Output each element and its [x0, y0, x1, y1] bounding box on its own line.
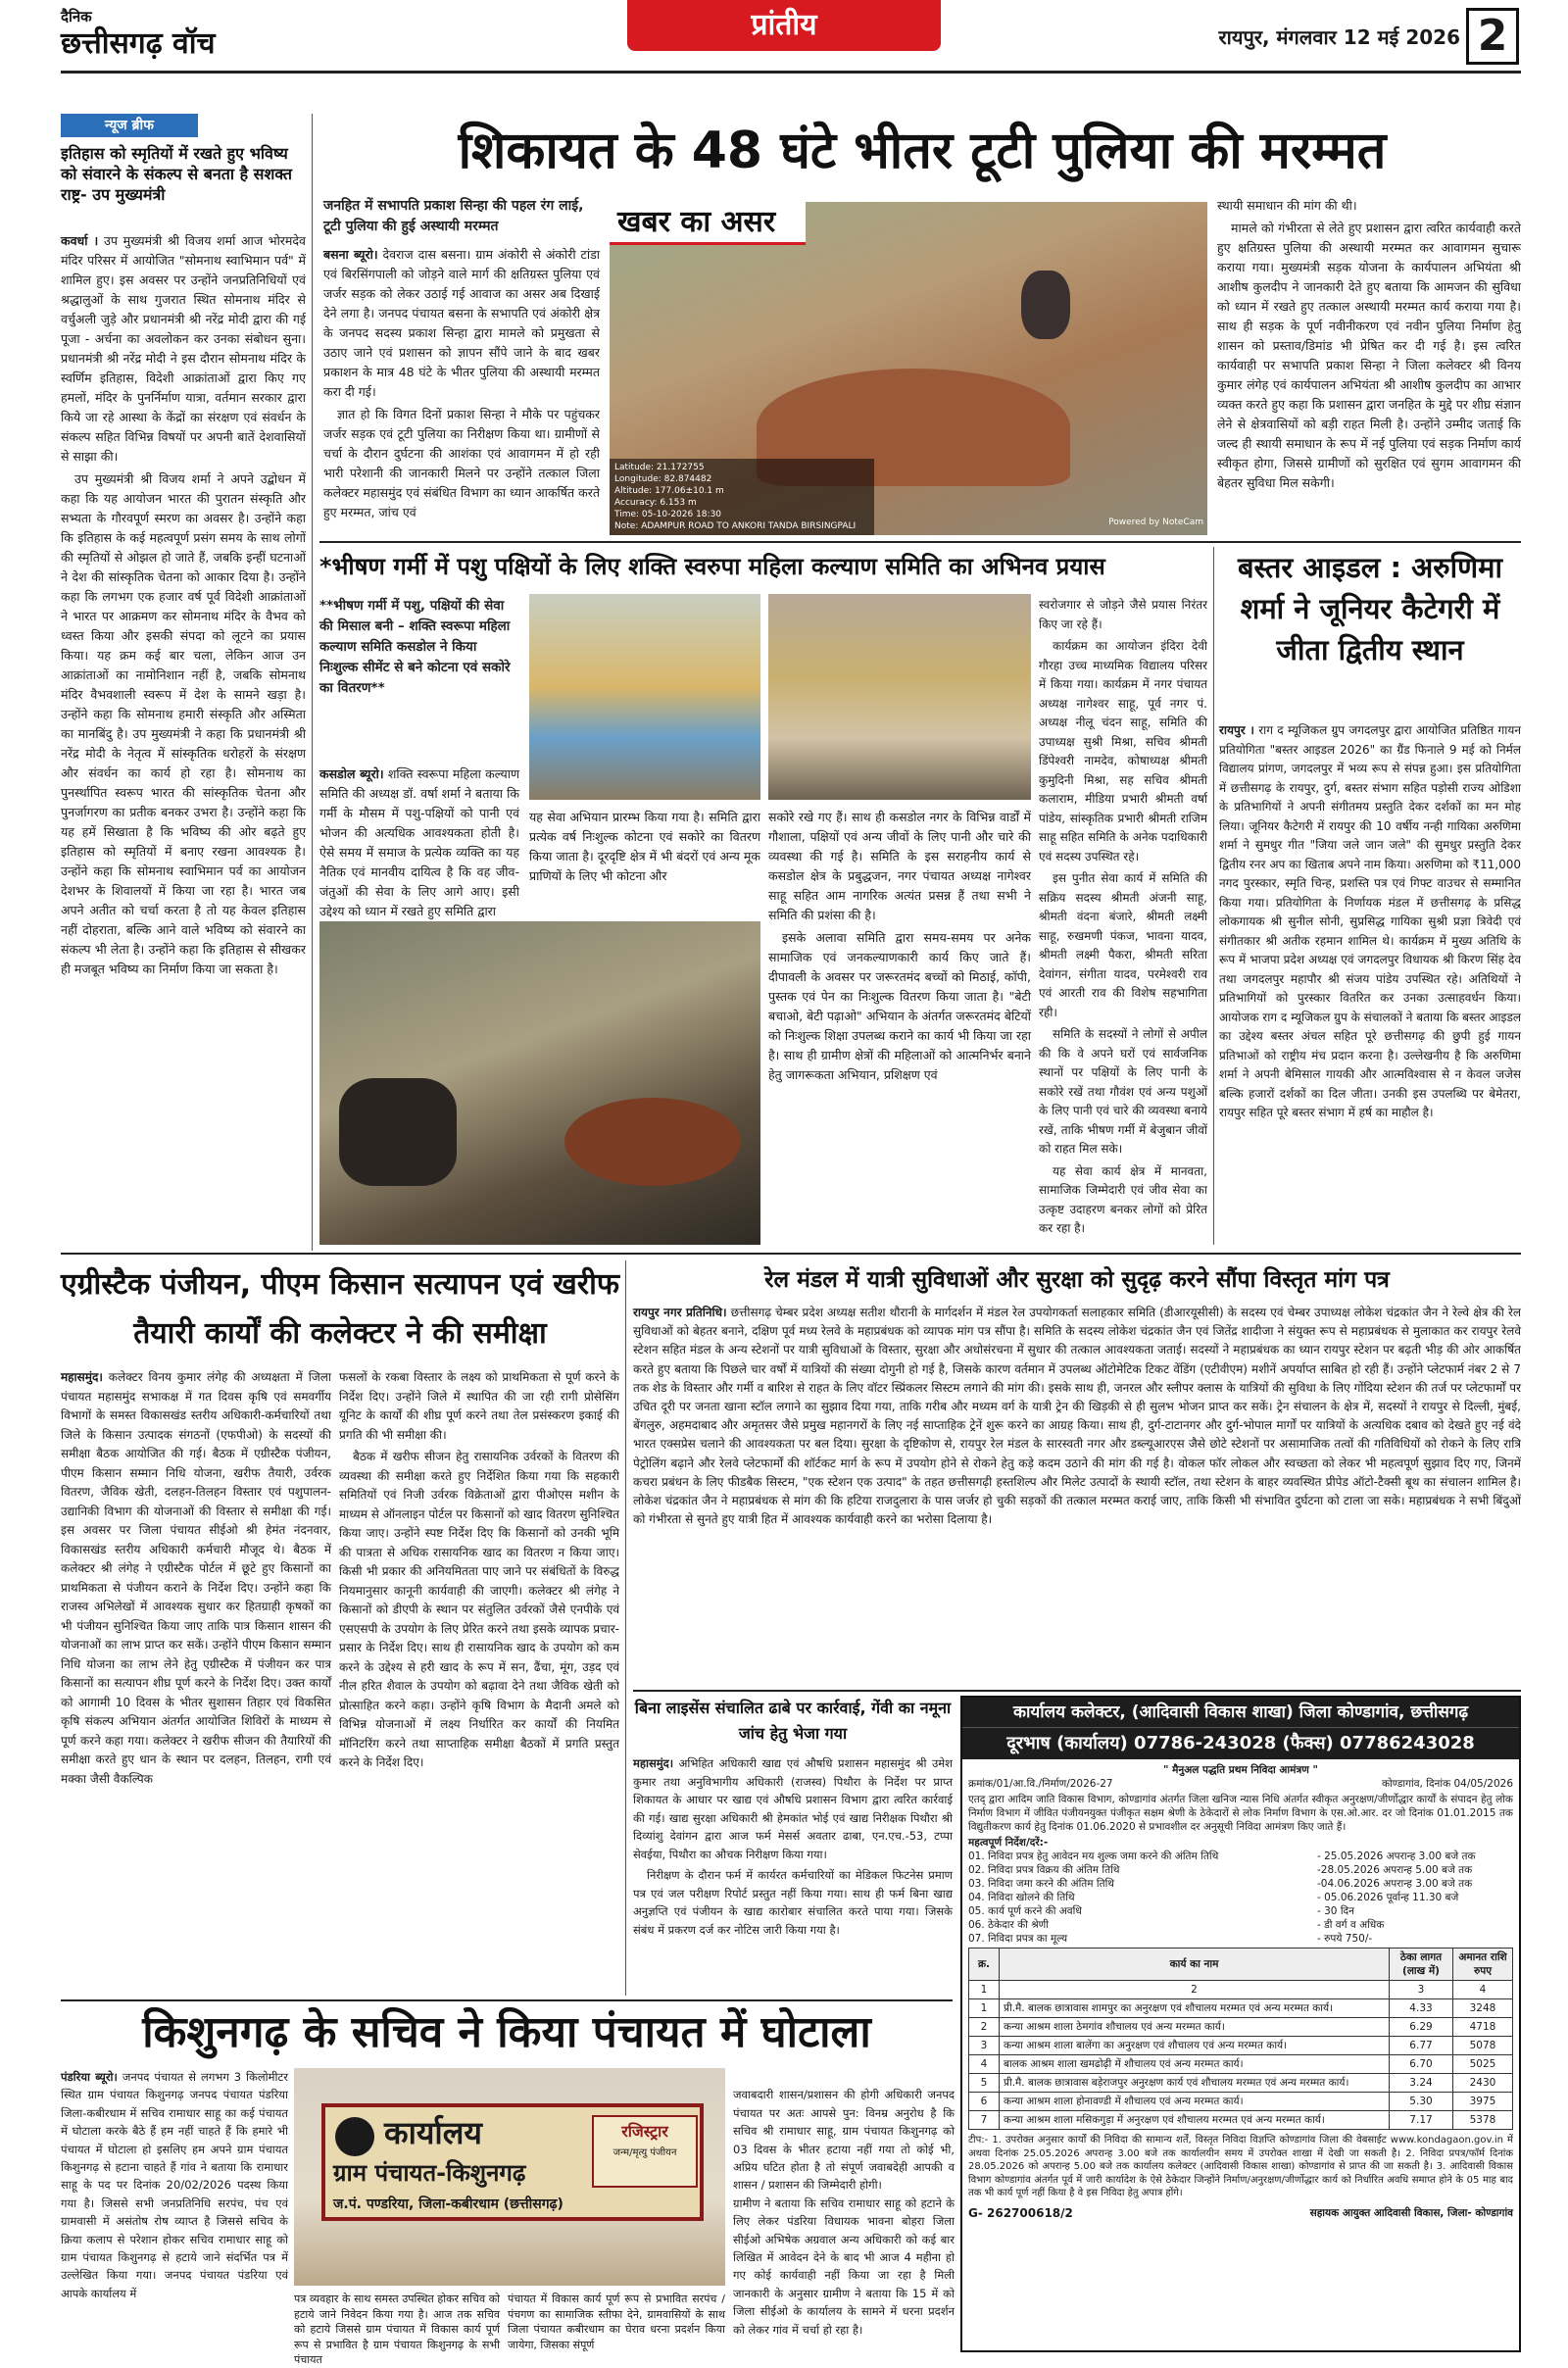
news-brief-headline: इतिहास को स्मृतियों में रखते हुए भविष्य को संवारने के संकल्प से बनता है सशक्त राष्ट्र- उप मुख्यमंत्री — [61, 144, 293, 204]
birds-col1-text: शक्ति स्वरूपा महिला कल्याण समिति की अध्यक्ष डॉ. वर्षा शर्मा ने बताया कि गर्मी के मौसम में पशु-पक्षियों को पानी एवं भोजन की अत्यधिक आवश्यकता होती है। ऐसे समय में समाज के प्रत्येक व्यक्ति का यह नैतिक एवं मानवीय दायित्व है कि वह जीव-जंतुओं की सेवा के लिए आगे आए। इसी उद्देश्य को ध्यान में रखते हुए समिति द्वारा — [319, 766, 519, 918]
tender-idx-2: 2 — [1000, 1981, 1390, 1999]
agri-rail-divider — [625, 1260, 626, 1996]
khabar-ka-asar-tag: खबर का असर — [610, 202, 806, 245]
mid-rule — [61, 1253, 1521, 1255]
birds-bastar-divider — [1213, 547, 1214, 1245]
birds-cattle-photo — [319, 921, 760, 1245]
logo-line-1: दैनिक — [61, 8, 92, 25]
tender-cell-n: 4 — [969, 2055, 1000, 2074]
bastar-byline: रायपुर । — [1219, 723, 1254, 737]
news-brief-body — [61, 231, 306, 1251]
birds-col4-para-4: समिति के सदस्यों ने लोगों से अपील की कि वे अपने घरों एवं सार्वजनिक स्थानों पर पक्षियों के लिए पानी के सकोरे रखें तथा गौवंश एवं अन्य पशुओं के लिए पानी एवं चारे की व्यवस्था बनाये रखें, ताकि भीषण गर्मी में बेजुबान जीवों को राहत मिल सके। — [1039, 1027, 1207, 1156]
birds-col4-para-3: इस पुनीत सेवा कार्य में समिति की सक्रिय सदस्य श्रीमती अंजनी साहू, श्रीमती वंदना बंजारे, श्रीमती लक्ष्मी साहू, रुखमणी पंकज, भावना यादव, श्रीमती लक्ष्मी पैकरा, श्रीमती सरिता देवांगन, संगीता यादव, परमेश्वरी राव एवं आरती राव की विशेष सहभागिता रही। — [1039, 871, 1207, 1019]
tender-date-item: 07. निविदा प्रपत्र का मूल्य — [968, 1933, 1068, 1945]
tender-cell-name: कन्या आश्रम शाला होनावण्डी में शौचालय एवं अन्य मरम्मत कार्य। — [1000, 2093, 1390, 2111]
tender-date-value: - 05.06.2026 पूर्वान्ह 11.30 बजे — [1317, 1892, 1459, 1903]
kishungarh-byline: पंडरिया ब्यूरो। — [61, 2070, 118, 2084]
tender-cell-cost: 6.29 — [1390, 2018, 1453, 2037]
lead-photo — [610, 202, 1207, 535]
birds-col-4 — [1039, 596, 1207, 1245]
birds-col-2 — [529, 808, 760, 913]
page-number: 2 — [1466, 8, 1519, 65]
birds-col4-para-1: स्वरोजगार से जोड़ने जैसे प्रयास निरंतर किए जा रहे हैं। — [1039, 598, 1207, 631]
lower-rule — [61, 1999, 953, 2001]
tender-cell-n: 5 — [969, 2074, 1000, 2093]
lead-subhead: जनहित में सभापति प्रकाश सिन्हा की पहल रंग लाई, टूटी पुलिया की हुई अस्थायी मरम्मत — [323, 198, 584, 234]
tender-cell-name: कन्या आश्रम शाला बालेंगा का अनुरक्षण एवं शौचालय एवं अन्य मरम्मत कार्य। — [1000, 2037, 1390, 2055]
tender-date-row — [968, 1918, 1513, 1932]
tender-dates-title: महत्वपूर्ण निर्देश/दरें:- — [968, 1837, 1049, 1849]
tender-cell-emd: 4718 — [1453, 2018, 1513, 2037]
tender-table-row — [969, 2093, 1513, 2111]
sign-registrar — [592, 2115, 698, 2188]
tender-ref-date: कोण्डागांव, दिनांक 04/05/2026 — [1381, 1778, 1513, 1790]
rail-body — [633, 1304, 1521, 1686]
news-brief-byline: कवर्धा । — [61, 233, 99, 248]
rider-figure — [1021, 271, 1070, 339]
tender-idx-4: 4 — [1453, 1981, 1513, 1999]
tender-intro: एतद् द्वारा आदिम जाति विकास विभाग, कोण्डागांव अंतर्गत जिला खनिज न्यास निधि अंतर्गत स्वीकृत अनुरक्षण/जीर्णोद्धार कार्यों के संपादन हेतु लोक निर्माण विभाग में जीवित पंजीयनयुक्त पंजीकृत सक्षम श्रेणी के ठेकेदारों से लोक निर्माण विभाग के एस.ओ.आर. दर जो दिनांक 01.01.2015 तक विद्युतीकरण कार्य हेतु दिनांक 01.06.2020 से प्रभावशील दर अनुसूची निविदा आमंत्रण किए जाते हैं। — [968, 1794, 1513, 1833]
birds-col2-text: यह सेवा अभियान प्रारम्भ किया गया है। समिति द्वारा प्रत्येक वर्ष निःशुल्क कोटना एवं सकोरे का वितरण किया जाता है। दूरदृष्टि क्षेत्र में भी बंदरों एवं अन्य मूक प्राणियों के लिए भी कोटना और — [529, 810, 760, 883]
left-col-divider — [312, 114, 313, 1251]
kishungarh-photo — [294, 2068, 725, 2286]
tender-cell-emd: 3248 — [1453, 1999, 1513, 2018]
dhaba-body — [633, 1754, 953, 1996]
masthead-logo — [61, 8, 306, 69]
agristack-col-1 — [61, 1368, 331, 1996]
kishungarh-col4-text: जवाबदारी शासन/प्रशासन की होगी अधिकारी जनपद पंचायत पर अतः आपसे पुन: विनम्र अनुरोध है कि सचिव श्री रामाधार साहू, ग्राम पंचायत किशुनगढ़ को 03 दिवस के भीतर हटाया नहीं गया तो कोई भी, अप्रिय घटित होता है तो संपूर्ण जवाबदेही आपकी व शासन / प्रशासन की जिम्मेदारी होगी। ग्रामीण ने बताया कि सचिव रामाधार साहू को हटाने के लिए लेकर पंडरिया विधायक भावना बोहरा जिला सीईओ अभिषेक अग्रवाल अन्य अधिकारी को कई बार लिखित में आवेदन देने के बाद भी आज 4 महीना हो गए कोई कार्यवाही नहीं किया जा रहा है मिली जानकारी के अनुसार ग्रामीण ने बताया कि 15 में को जिला सीईओ के कार्यालय के सामने में धरना प्रदर्शन को लेकर गांव में चर्चा हो रहा है। — [733, 2088, 955, 2337]
tender-code: G- 262700618/2 — [968, 2205, 1073, 2220]
lead-bottom-rule — [319, 541, 1521, 543]
dateline: रायपुर, मंगलवार 12 मई 2026 — [1218, 25, 1460, 49]
kishungarh-col2-text: पत्र व्यवहार के साथ समस्त उपस्थित होकर सचिव को हटाये जाने निवेदन किया गया है। आज तक सचिव को हटाये जिससे ग्राम पंचायत में विकास कार्य पूर्ण रूप से प्रभावित है ग्राम पंचायत किशुनगढ़ के सभी पंचायत — [294, 2293, 500, 2366]
kishungarh-col-1 — [61, 2068, 288, 2352]
tender-footer — [962, 2202, 1519, 2224]
agristack-headline: एग्रीस्टैक पंजीयन, पीएम किसान सत्यापन एवं खरीफ तैयारी कार्यों की कलेक्टर ने की समीक्षा — [61, 1267, 619, 1351]
lead-col2-para-2: मामले को गंभीरता से लेते हुए प्रशासन द्वारा त्वरित कार्यवाही करते हुए क्षतिग्रस्त पुलिया की अस्थायी मरम्मत कर आवागमन सुचारू कराया गया। मुख्यमंत्री सड़क योजना के कार्यपालन अभियंता श्री आशीष कुलदीप ने जानकारी देते हुए बताया कि आमजन की सुविधा को ध्यान में रखते हुए तत्काल अस्थायी मरम्मत कार्य कराया गया है। साथ ही सड़क के पूर्ण नवीनीकरण एवं नवीन पुलिया निर्माण हेतु शासन को प्रस्ताव/डिमांड भी प्रेषित कर दी गई है। इस त्वरित कार्यवाही पर सभापति प्रकाश सिन्हा ने जिला कलेक्टर श्री विनय कुमार लंगेह एवं कार्यपालन अभियंता श्री आशीष कुलदीप का आभार व्यक्त करते हुए कहा कि प्रशासन द्वारा जनहित के मुद्दे पर शीघ्र संज्ञान लेने से क्षेत्रवासियों को बड़ी राहत मिली है। उन्होंने उम्मीद जताई कि जल्द ही स्थायी समाधान के रूप में नई पुलिया एवं सड़क निर्माण कार्य स्वीकृत होगा, जिससे ग्रामीणों को सुरक्षित एवं सुगम आवागमन की बेहतर सुविधा मिल सकेगी। — [1217, 221, 1521, 490]
tender-cell-emd: 2430 — [1453, 2074, 1513, 2093]
birds-byline: कसडोल ब्यूरो। — [319, 766, 384, 781]
cow-figure — [339, 1078, 457, 1186]
masthead-rule — [61, 71, 1521, 74]
sign-line-3: ज.पं. पण्डरिया, जिला-कबीरधाम (छत्तीसगढ़) — [333, 2196, 564, 2212]
rail-text: छत्तीसगढ़ चेम्बर प्रदेश अध्यक्ष सतीश थौरानी के मार्गदर्शन में मंडल रेल उपयोगकर्ता सलाहकार समिति (डीआरयूसीसी) के सदस्य एवं चेम्बर उपाध्यक्ष लोकेश चंद्रकांत जैन ने रेल्वे क्षेत्र की रेल सुविधाओं को बेहतर बनाने, दक्षिण पूर्व मध्य रेलवे के महाप्रबंधक को व्यापक मांग पत्र सौंपा है। समिति के सदस्य लोकेश चंद्रकांत जैन एवं जितेंद्र शादीजा ने संयुक्त रूप से महाप्रबंधक से मुलाकात कर रायपुर रेलवे स्टेशन सहित मंडल के अन्य स्टेशनों पर यात्री सुविधाओं के विस्तार, सुरक्षा और अधोसंरचना में सुधार की तत्काल आवश्यकता जताई। सदस्यों ने महाप्रबंधक का ध्यान रायपुर स्टेशन पर बढ़ती भीड़ की ओर आकर्षित करते हुए बताया कि पिछले चार वर्षों में यात्रियों की संख्या दोगुनी हो गई है, जिसके कारण वर्तमान में उपलब्ध ऑटोमेटिक टिकट वेंडिंग (एटीवीएम) मशीनें अपर्याप्त साबित हो रही हैं। उन्होंने प्लेटफार्म नंबर 2 से 7 तक शेड के विस्तार और गर्मी व बारिश से राहत के लिए वॉटर स्प्रिंकलर सिस्टम लगाने की मांग की। इसके साथ ही, जनरल और स्लीपर क्लास के यात्रियों की सुविधा के लिए गोंदिया स्टेशन की तर्ज पर प्लेटफार्मों पर उचित दूरी पर जनता खाना स्टॉल लगाने का सुझाव दिया गया, ताकि गरीब और मध्यम वर्ग के यात्री ट्रेन की खिड़की से ही सुलभ भोजन प्राप्त कर सकें। ट्रेन संचालन के क्षेत्र में, सदस्यों ने रायपुर से दिल्ली, मुंबई, बेंगलुरु, अहमदाबाद और अमृतसर जैसे प्रमुख महानगरों के लिए नई साप्ताहिक ट्रेनें शुरू करने का आग्रह किया। साथ ही, दुर्ग-टाटानगर और दुर्ग-भोपाल मार्गों पर यात्रियों के अत्यधिक दबाव को देखते हुए नई वंदे भारत एक्सप्रेस चलाने की आवश्यकता पर बल दिया। सुरक्षा के दृष्टिकोण से, रायपुर रेल मंडल के सारस्वती नगर और डब्ल्यूआरएस जैसे छोटे स्टेशनों पर असामाजिक तत्वों की गतिविधियों को रोकने के लिए रात्रि पेट्रोलिंग बढ़ाने और रेलवे प्लेटफार्मों की शॉर्टकट मार्ग के रूप में उपयोग होने से रोकने हेतु कड़े कदम उठाने की मांग की गई है। वोकल फॉर लोकल और स्वच्छता को लेकर भी महत्वपूर्ण सुझाव दिए गए, जिनमें कचरा प्रबंधन के लिए फीडबैक सिस्टम, "एक स्टेशन एक उत्पाद" के तहत छत्तीसगढ़ी हस्तशिल्प और मिलेट उत्पादों के स्थायी स्टॉल, तथा स्टेशन के बाहर व्यवस्थित प्रीपेड ऑटो-टैक्सी बूथ का संचालन शामिल है। लोकेश चंद्रकांत जैन ने महाप्रबंधक से मांग की कि हटिया राजदुलारा के पास जर्जर हो चुकी सड़कों की तत्काल मरम्मत कराई जाए, ताकि किसी भी संभावित दुर्घटना को टाला जा सके। महाप्रबंधक ने सभी बिंदुओं को गंभीरता से सुनते हुए यात्री हित में आवश्यक कार्यवाही करने का भरोसा दिलाया है। — [633, 1306, 1521, 1527]
tender-table-header — [969, 1949, 1513, 1981]
kishungarh-col-2 — [294, 2292, 500, 2366]
bastar-text: राग द म्यूजिकल ग्रुप जगदलपुर द्वारा आयोजित प्रतिष्ठित गायन प्रतियोगिता "बस्तर आइडल 2026" का ग्रैंड फिनाले 9 मई को निर्मल विद्यालय प्रांगण, जगदलपुर में भव्य रूप से संपन्न हुआ। इस प्रतियोगिता में छत्तीसगढ़ के रायपुर, दुर्ग, बस्तर संभाग सहित पड़ोसी राज्य ओडिशा के प्रतिभागियों ने अपनी संगीतमय प्रस्तुति देकर दर्शकों का मन मोह लिया। जूनियर कैटेगरी में रायपुर की 10 वर्षीय नन्ही गायिका अरुणिमा शर्मा ने सुमधुर गीत "जिया जले जान जले" की सुमधुर प्रस्तुति देकर द्वितीय रनर अप का खिताब अपने नाम किया। अरुणिमा को ₹11,000 नगद पुरस्कार, स्मृति चिन्ह, प्रशस्ति पत्र एवं गिफ्ट वाउचर से सम्मानित किया गया। प्रतियोगिता के निर्णायक मंडल में छत्तीसगढ़ के प्रसिद्ध लोकगायक श्री सुनील सोनी, सुप्रसिद्ध गायिका सुश्री प्रज्ञा त्रिवेदी एवं संगीतकार श्री अतीक रहमान शामिल थे। कार्यक्रम में मुख्य अतिथि के रूप में भाजपा प्रदेश अध्यक्ष एवं जगदलपुर विधायक श्री किरण सिंह देव तथा जगदलपुर महापौर श्री संजय पांडेय उपस्थित रहे। अतिथियों ने प्रतिभागियों को पुरस्कार वितरित कर उनका उत्साहवर्धन किया। आयोजक राग द म्यूजिकल ग्रुप के संचालकों ने बताया कि बस्तर आइडल का उद्देश्य बस्तर अंचल सहित पूरे छत्तीसगढ़ की छुपी हुई गायन प्रतिभाओं को राष्ट्रीय मंच प्रदान करना है। उल्लेखनीय है कि अरुणिमा शर्मा ने अपनी बेमिसाल गायकी और आत्मविश्वास से न केवल जजेस बल्कि हजारों दर्शकों का दिल जीता। उनकी इस उपलब्धि पर बेमेतरा, रायपुर सहित पूरे बस्तर संभाग में हर्ष का माहौल है। — [1219, 723, 1521, 1119]
dhaba-byline: महासमुंद। — [633, 1756, 674, 1770]
water-bowl — [564, 1098, 741, 1186]
tender-date-item: 03. निविदा जमा करने की अंतिम तिथि — [968, 1878, 1115, 1890]
agristack-col2-para-1: फसलों के रकबा विस्तार के लक्ष्य को प्राथमिकता से पूर्ण करने के निर्देश दिए। उन्होंने जिले में स्थापित की जा रही रागी प्रोसेसिंग यूनिट के कार्यों की शीघ्र पूर्ण करने तथा तेल प्रसंस्करण इकाई की प्रगति की भी समीक्षा की। — [339, 1370, 619, 1442]
tender-cell-emd: 5025 — [1453, 2055, 1513, 2074]
tender-cell-cost: 6.77 — [1390, 2037, 1453, 2055]
tender-date-value: - रुपये 750/- — [1317, 1933, 1373, 1945]
tender-notes: टीप:- 1. उपरोक्त अनुसार कार्यों की निविदा की सामान्य शर्तें, विस्तृत निविदा विज्ञप्ति कोण्डागांव जिला की वेबसाईट www.kondagaon.gov.in में अथवा दिनांक 25.05.2026 अपरान्ह 3.00 बजे तक कार्यालयीन समय में उपरोक्त शाखा में देखी जा सकती है। 2. निविदा प्रपत्र/फॉर्म दिनांक 28.05.2026 को अपरान्ह 5.00 बजे तक कार्यालय कलेक्टर (आदिवासी विकास शाखा) कोण्डागांव से प्राप्त की जा सकती है। 3. आदिवासी विकास विभाग कोण्डागांव अंतर्गत पूर्व में जारी कार्यादेश के ऐसे ठेकेदार जिन्होंने निर्माण/अनुरक्षण/जीर्णोद्धार कार्य को निर्धारित अवधि समाप्त होने के 05 माह बाद तक भी कार्य पूर्ण नहीं किया है वे इस निविदा हेतु अपात्र होंगे। — [968, 2135, 1513, 2198]
tender-cell-name: प्री.मै. बालक छात्रावास शामपुर का अनुरक्षण एवं शौचालय मरम्मत एवं अन्य मरम्मत कार्य। — [1000, 1999, 1390, 2018]
tender-table-row — [969, 2111, 1513, 2130]
tender-cell-n: 7 — [969, 2111, 1000, 2130]
lead-col2-para-1: स्थायी समाधान की मांग की थी। — [1217, 198, 1357, 213]
tender-date-item: 05. कार्य पूर्ण करने की अवधि — [968, 1905, 1082, 1917]
tender-date-value: - 25.05.2026 अपरान्ह 3.00 बजे तक — [1317, 1850, 1476, 1862]
tender-office: कार्यालय कलेक्टर, (आदिवासी विकास शाखा) जिला कोण्डागांव, छत्तीसगढ़ — [962, 1698, 1519, 1727]
birds-headline: *भीषण गर्मी में पशु पक्षियों के लिए शक्ति स्वरुपा महिला कल्याण समिति का अभिनव प्रयास — [319, 553, 1105, 580]
rail-byline: रायपुर नगर प्रतिनिधि। — [633, 1306, 727, 1319]
tender-table — [968, 1948, 1513, 2130]
sign-registrar-title: रजिस्ट्रार — [621, 2122, 668, 2141]
tender-date-row — [968, 1904, 1513, 1918]
section-tag: प्रांतीय — [627, 0, 941, 51]
tender-title: " मैनुअल पद्धति प्रथम निविदा आमंत्रण " — [1163, 1764, 1318, 1776]
tender-col-cost: ठेका लागत (लाख में) — [1390, 1949, 1453, 1981]
agristack-col-2 — [339, 1368, 619, 1996]
photo-geotag: Latitude: 21.172755 Longitude: 82.874482 Altitude: 177.06±10.1 m Accuracy: 6.153 m Time: 05-10-2026 18:30 Note: ADAMPUR ROAD TO ANKORI TANDA BIRSINGPALI — [610, 459, 874, 535]
tender-cell-cost: 5.30 — [1390, 2093, 1453, 2111]
tender-phone: दूरभाष (कार्यालय) 07786-243028 (फैक्स) 07786243028 — [962, 1727, 1519, 1759]
tender-cell-emd: 5378 — [1453, 2111, 1513, 2130]
tender-col-no: क्र. — [969, 1949, 1000, 1981]
sign-registrar-sub: जन्म/मृत्यु पंजीयन — [612, 2147, 677, 2158]
tender-date-row — [968, 1850, 1513, 1863]
tender-date-value: - 30 दिन — [1317, 1905, 1354, 1917]
tender-col-work: कार्य का नाम — [1000, 1949, 1390, 1981]
birds-col-3 — [768, 808, 1031, 1245]
dhaba-headline: बिना लाइसेंस संचालित ढाबे पर कार्रवाई, गेंवी का नमूना जांच हेतु भेजा गया — [634, 1699, 952, 1743]
tender-table-row — [969, 1999, 1513, 2018]
tender-cell-n: 2 — [969, 2018, 1000, 2037]
photo-credit: Powered by NoteCam — [1108, 518, 1203, 527]
tender-date-row — [968, 1932, 1513, 1946]
tender-idx-3: 3 — [1390, 1981, 1453, 1999]
sign-line-2: ग्राम पंचायत-किशुनगढ़ — [333, 2159, 526, 2187]
tender-cell-name: कन्या आश्रम शाला ठेमगांव शौचालय एवं अन्य मरम्मत कार्य। — [1000, 2018, 1390, 2037]
tender-date-item: 04. निविदा खोलने की तिथि — [968, 1892, 1075, 1903]
birds-col3-para-1: सकोरे रखे गए हैं। साथ ही कसडोल नगर के विभिन्न वार्डों में गौशाला, पक्षियों एवं अन्य जीवों के लिए पानी और चारे की व्यवस्था की गई है। समिति के इस सराहनीय कार्य से कसडोल क्षेत्र के प्रबुद्धजन, नगर पंचायत अध्यक्ष नागेश्वर साहू सहित आम नागरिक अत्यंत प्रसन्न हैं तथा सभी ने समिति की प्रशंसा की है। — [768, 810, 1031, 922]
tender-table-row — [969, 2018, 1513, 2037]
tender-signature: सहायक आयुक्त आदिवासी विकास, जिला- कोण्डागांव — [1309, 2206, 1513, 2219]
tender-table-wrap — [962, 1946, 1519, 2132]
kishungarh-col3-text: पंचायत में विकास कार्य पूर्ण रूप से प्रभावित सरपंच / पंचगण का सामाजिक स्तीफा देने, ग्रामवासियों के साथ जिला पंचायत कबीरधाम का घेराव धरना प्रदर्शन किया जायेगा, जिसका संपूर्ण — [508, 2293, 725, 2351]
birds-col3-para-2: इसके अलावा समिति द्वारा समय-समय पर अनेक सामाजिक एवं जनकल्याणकारी कार्य किए जाते हैं। दीपावली के अवसर पर जरूरतमंद बच्चों को मिठाई, कॉपी, पुस्तक एवं पेन का निःशुल्क वितरण किया जाता है। "बेटी बचाओ, बेटी पढ़ाओ" अभियान के अंतर्गत जरूरतमंद बेटियों को निःशुल्क शिक्षा उपलब्ध कराने का कार्य भी किया जा रहा है। साथ ही ग्रामीण क्षेत्रों की महिलाओं को आत्मनिर्भर बनाने हेतु जागरूकता अभियान, प्रशिक्षण एवं — [768, 930, 1031, 1082]
dhaba-text-1: अभिहित अधिकारी खाद्य एवं औषधि प्रशासन महासमुंद श्री उमेश कुमार तथा अनुविभागीय अधिकारी (राजस्व) पिथौरा के निर्देश पर प्राप्त शिकायत के आधार पर खाद्य एवं औषधि प्रशासन विभाग द्वारा त्वरित कार्रवाई की गई। खाद्य सुरक्षा अधिकारी श्री हेमकांत भोई एवं खाद्य निरीक्षक पिथौरा श्री दिव्यांशु देवांगन द्वारा आज फर्म मेसर्स अवतार ढाबा, एन.एच.-53, टप्पा सेवईया, पिथौरा का औचक निरीक्षण किया गया। — [633, 1756, 953, 1861]
tender-cell-cost: 7.17 — [1390, 2111, 1453, 2130]
tender-cell-cost: 4.33 — [1390, 1999, 1453, 2018]
birds-group-photo — [529, 594, 760, 800]
birds-distribution-photo — [768, 594, 1031, 800]
kishungarh-col1-text: जनपद पंचायत से लगभग 3 किलोमीटर स्थित ग्राम पंचायत किशुनगढ़ जनपद पंचायत पंडरिया जिला-कबीरधाम में सचिव रामाधार साहू का कई पंचायत में घोटाला करके बैठे हैं हम नहीं चाहते हैं कि हमारे भी पंचायत में घोटाला हो इसलिए हम अपने ग्राम पंचायत किशुनगढ़ से हटाना चाहते हैं गांव ने बताया कि रामाधार साहू के पद पर दिनांक 20/02/2026 पदस्थ किया गया है। जिससे सभी जनप्रतिनिधि सरपंच, पंच एवं ग्रामवासी में असंतोष रोष व्याप्त है जिससे सचिव के क्रिया कलाप से परेशान होकर सचिव रामाधार साहू को ग्राम पंचायत किशुनगढ़ से हटाये जाने संदर्भित पत्र में उल्लेखित किया गया। जनपद पंचायत पंडरिया एवं आपके कार्यालय में — [61, 2070, 288, 2300]
tender-table-index — [969, 1981, 1513, 1999]
sign-logo — [335, 2117, 374, 2156]
tender-date-item: 02. निविदा प्रपत्र विक्रय की अंतिम तिथि — [968, 1864, 1120, 1876]
birds-col4-para-5: यह सेवा कार्य क्षेत्र में मानवता, सामाजिक जिम्मेदारी एवं जीव सेवा का उत्कृष्ट उदाहरण बनकर लोगों को प्रेरित कर रहा है। — [1039, 1163, 1207, 1235]
tender-ref-no: क्रमांक/01/आ.वि./निर्माण/2026-27 — [968, 1778, 1113, 1790]
rail-headline: रेल मंडल में यात्री सुविधाओं और सुरक्षा को सुदृढ़ करने सौंपा विस्तृत मांग पत्र — [764, 1267, 1390, 1293]
tender-date-row — [968, 1891, 1513, 1904]
tender-table-row — [969, 2037, 1513, 2055]
news-brief-para-2: उप मुख्यमंत्री श्री विजय शर्मा ने अपने उद्बोधन में कहा कि यह आयोजन भारत की पुरातन संस्कृति और सभ्यता के गौरवपूर्ण स्मरण का अवसर है। उन्होंने कहा कि इतिहास के कई महत्वपूर्ण प्रसंग समय के साथ लोगों की स्मृतियों से ओझल हो जाते हैं, जबकि इन्हीं घटनाओं ने देश की सांस्कृतिक चेतना को आकार दिया है। उन्होंने कहा कि लगभग एक हजार वर्ष पूर्व विदेशी आक्रांताओं ने भारत पर आक्रमण कर सोमनाथ मंदिर के वैभव को ध्वस्त किया और इसकी संपदा को लूटने का प्रयास किया। यह क्रम कई बार चला, लेकिन आज उन आक्रांताओं का नामोनिशान नहीं है, जबकि सोमनाथ मंदिर वैभवशाली स्वरूप में देश के सामने खड़ा है। उन्होंने कहा कि सोमनाथ हमारी संस्कृति और अस्मिता का मानबिंदु है। उप मुख्यमंत्री ने कहा कि प्रधानमंत्री श्री नरेंद्र मोदी के नेतृत्व में सांस्कृतिक धरोहरों के संरक्षण और संवर्धन का कार्य हो रहा है। सोमनाथ का पुनर्स्थापित स्वरूप भारत की सांस्कृतिक चेतना और पुनर्जागरण का प्रतीक बनकर उभरा है। उन्होंने कहा कि यह हमें सिखाता है कि भविष्य की ओर बढ़ते हुए इतिहास को स्मृतियों में बनाए रखना आवश्यक है। उन्होंने कहा कि सोमनाथ स्वाभिमान पर्व का आयोजन देशभर के शिवालयों में किया जा रहा है। भारत जब अपने अतीत को चर्चा करता है तो यह केवल इतिहास नहीं दोहराता, बल्कि आने वाले भविष्य को संवारने का संकल्प भी लेता है। उन्होंने कहा कि इतिहास से सीखकर ही मजबूत भविष्य का निर्माण किया जा सकता है। — [61, 471, 306, 976]
tender-cell-cost: 6.70 — [1390, 2055, 1453, 2074]
tender-cell-name: कन्या आश्रम शाला मसिकगुड़ा में अनुरक्षण एवं शौचालय मरम्मत एवं अन्य मरम्मत कार्य। — [1000, 2111, 1390, 2130]
kishungarh-col-3 — [508, 2292, 725, 2352]
logo-line-2: छत्तीसगढ़ वॉच — [61, 26, 216, 61]
lead-col-1 — [323, 245, 600, 535]
agristack-col1-text: कलेक्टर विनय कुमार लंगेह की अध्यक्षता में जिला पंचायत महासमुंद सभाकक्ष में गत दिवस कृषि एवं समवर्गीय विभागों के समस्त विकासखंड स्तरीय अधिकारी-कर्मचारियों तथा जिले के किसान उत्पादक संगठनों (एफपीओ) के सदस्यों की समीक्षा बैठक आयोजित की गई। बैठक में एग्रीस्टैक पंजीयन, पीएम किसान सम्मान निधि योजना, खरीफ तैयारी, उर्वरक वितरण, जैविक खेती, दलहन-तिलहन विस्तार एवं पशुपालन-उद्यानिकी विभाग की योजनाओं की विस्तार से समीक्षा की गई। इस अवसर पर जिला पंचायत सीईओ श्री हेमंत नंदनवार, विकासखंड स्तरीय अधिकारी कर्मचारी मौजूद थे। बैठक में कलेक्टर श्री लंगेह ने एग्रीस्टैक पोर्टल में छूटे हुए किसानों का प्राथमिकता से पंजीयन कराने के निर्देश दिए। उन्होंने कहा कि राजस्व अभिलेखों में आवश्यक सुधार कर हितग्राही कृषकों का भी पंजीयन सुनिश्चित किया जाए ताकि पात्र किसान शासन की योजनाओं का लाभ प्राप्त कर सकें। उन्होंने पीएम किसान सम्मान निधि योजना का लाभ लेने हेतु एग्रीस्टैक में पंजीयन कर पात्र किसानों का सत्यापन शीघ्र पूर्ण करने के निर्देश दिए। उक्त कार्यों को आगामी 10 दिवस के भीतर सुशासन तिहार एवं विकसित कृषि संकल्प अभियान अंतर्गत आयोजित शिविरों के माध्यम से पूर्ण करने कहा गया। कलेक्टर ने खरीफ सीजन की तैयारियों की समीक्षा करते हुए धान के स्थान पर दलहन, तिलहन, रागी एवं मक्का जैसी वैकल्पिक — [61, 1370, 331, 1786]
tender-col-emd: अमानत राशि रुपए — [1453, 1949, 1513, 1981]
tender-cell-emd: 5078 — [1453, 2037, 1513, 2055]
tender-notice — [960, 1696, 1521, 2352]
birds-col-1 — [319, 765, 519, 918]
tender-ref-row — [962, 1777, 1519, 1791]
tender-idx-1: 1 — [969, 1981, 1000, 1999]
tender-cell-name: बालक आश्रम शाला खमढोढ़ी में शौचालय एवं अन्य मरम्मत कार्य। — [1000, 2055, 1390, 2074]
tender-table-row — [969, 2074, 1513, 2093]
tender-date-value: -04.06.2026 अपरान्ह 3.00 बजे तक — [1317, 1878, 1473, 1890]
tender-date-item: 06. ठेकेदार की श्रेणी — [968, 1919, 1049, 1931]
birds-subhead: **भीषण गर्मी में पशु, पक्षियों की सेवा की मिसाल बनी – शक्ति स्वरूपा महिला कल्याण समिति कसडोल ने किया निःशुल्क सीमेंट से बने कोटना एवं सकोरे का वितरण** — [319, 598, 511, 696]
tender-date-value: -28.05.2026 अपरान्ह 5.00 बजे तक — [1317, 1864, 1473, 1876]
lead-col1-para-2: ज्ञात हो कि विगत दिनों प्रकाश सिन्हा ने मौके पर पहुंचकर जर्जर सड़क एवं टूटी पुलिया का निरीक्षण किया था। ग्रामीणों से चर्चा के दौरान दुर्घटना की आशंका एवं आवागमन में हो रही भारी परेशानी की जानकारी मिलने पर उन्होंने तत्काल जिला कलेक्टर महासमुंद एवं संबंधित विभाग का ध्यान आकर्षित करते हुए मरम्मत, जांच एवं — [323, 407, 600, 519]
agristack-byline: महासमुंद। — [61, 1370, 103, 1384]
tender-dates — [962, 1850, 1519, 1946]
bastar-body — [1219, 721, 1521, 1245]
kishungarh-headline: किशुनगढ़ के सचिव ने किया पंचायत में घोटाला — [142, 2007, 871, 2057]
sign-title: कार्यालय — [384, 2114, 482, 2151]
tender-cell-emd: 3975 — [1453, 2093, 1513, 2111]
tender-cell-cost: 3.24 — [1390, 2074, 1453, 2093]
office-signboard — [321, 2103, 704, 2221]
bastar-headline: बस्तर आइडल : अरुणिमा शर्मा ने जूनियर कैटेगरी में जीता द्वितीय स्थान — [1237, 551, 1502, 666]
lead-byline: बसना ब्यूरो। — [323, 247, 378, 262]
tender-date-row — [968, 1863, 1513, 1877]
lead-col-2 — [1217, 196, 1521, 535]
tender-date-row — [968, 1877, 1513, 1891]
tender-cell-n: 6 — [969, 2093, 1000, 2111]
agristack-col2-para-2: बैठक में खरीफ सीजन हेतु रासायनिक उर्वरकों के वितरण की व्यवस्था की समीक्षा करते हुए निर्देशित किया गया कि सहकारी समितियों एवं निजी उर्वरक विक्रेताओं द्वारा पीओएस मशीन के माध्यम से ऑनलाइन पोर्टल पर किसानों को खाद वितरण सुनिश्चित किया जाए। उन्होंने स्पष्ट निर्देश दिए कि किसानों को उनकी भूमि की पात्रता से अधिक रासायनिक खाद का वितरण न किया जाए। किसी भी प्रकार की अनियमितता पाए जाने पर संबंधितों के विरुद्ध नियमानुसार कानूनी कार्यवाही की जाएगी। कलेक्टर श्री लंगेह ने किसानों को डीएपी के स्थान पर संतुलित उर्वरकों जैसे एनपीके एवं एसएसपी के उपयोग के लिए प्रेरित करने तथा इसके व्यापक प्रचार-प्रसार के निर्देश दिए। साथ ही रासायनिक खाद के उपयोग को कम करने के उद्देश्य से हरी खाद के रूप में सन, ढैंचा, मूंग, उड़द एवं नील हरित शैवाल के उपयोग को बढ़ावा देने तथा जैविक खेती को प्रोत्साहित करने कहा। उन्होंने कृषि विभाग के मैदानी अमले को विभिन्न योजनाओं में लक्ष्य निर्धारित कर कार्यों की नियमित मॉनिटरिंग करने तथा साप्ताहिक समीक्षा बैठकों में प्रगति प्रस्तुत करने के निर्देश दिए। — [339, 1450, 619, 1769]
tender-date-value: - डी वर्ग व अधिक — [1317, 1919, 1385, 1931]
kishungarh-col-4 — [733, 2068, 955, 2352]
lead-headline: शिकायत के 48 घंटे भीतर टूटी पुलिया की मरम्मत — [458, 122, 1387, 180]
tender-cell-n: 1 — [969, 1999, 1000, 2018]
dhaba-text-2: निरीक्षण के दौरान फर्म में कार्यरत कर्मचारियों का मेडिकल फिटनेस प्रमाण पत्र एवं जल परीक्षण रिपोर्ट प्रस्तुत नहीं किया गया। साथ ही फर्म बिना खाद्य अनुज्ञप्ति एवं पंजीयन के खाद्य कारोबार संचालित करते पाया गया। जिसके संबंध में प्रकरण दर्ज कर नोटिस जारी किया गया है। — [633, 1868, 953, 1937]
tender-cell-n: 3 — [969, 2037, 1000, 2055]
news-brief-para-1: उप मुख्यमंत्री श्री विजय शर्मा आज भोरमदेव मंदिर परिसर में आयोजित "सोमनाथ स्वाभिमान पर्व" में शामिल हुए। इस अवसर पर उन्होंने जनप्रतिनिधियों एवं श्रद्धालुओं के साथ गुजरात स्थित सोमनाथ मंदिर से वर्चुअली जुड़े और प्रधानमंत्री श्री नरेंद्र मोदी द्वारा की गई पूजा - अर्चना का अवलोकन कर उनका संबोधन सुना। प्रधानमंत्री श्री नरेंद्र मोदी ने इस दौरान सोमनाथ मंदिर के स्वर्णिम इतिहास, विदेशी आक्रांताओं द्वारा किए गए हमलों, मंदिर के पुनर्निर्माण यात्रा, वर्तमान सरकार द्वारा किये जा रहे आस्था के केंद्रों का संरक्षण एवं संवर्धन के संकल्प सहित विभिन्न विषयों पर अपनी बातें देशवासियों से साझा की। — [61, 233, 306, 464]
news-brief-tag: न्यूज ब्रीफ — [61, 114, 198, 137]
birds-col4-para-2: कार्यक्रम का आयोजन इंदिरा देवी गौरहा उच्च माध्यमिक विद्यालय परिसर में किया गया। कार्यक्रम में नगर पंचायत अध्यक्ष नागेश्वर साहू, पूर्व नगर पं. अध्यक्ष नीलू चंदन साहू, समिति की उपाध्यक्ष सुश्री मिश्रा, सचिव श्रीमती डिंपेश्वरी नामदेव, कोषाध्यक्ष श्रीमती कुमुदिनी मिश्रा, सह सचिव श्रीमती कलाराम, मीडिया प्रभारी श्रीमती वर्षा पांडेय, सांस्कृतिक प्रभारी श्रीमती राजिम साहू सहित समिति के अनेक पदाधिकारी एवं सदस्य उपस्थित रहे। — [1039, 639, 1207, 863]
tender-date-item: 01. निविदा प्रपत्र हेतु आवेदन मय शुल्क जमा करने की अंतिम तिथि — [968, 1850, 1219, 1862]
tender-cell-name: प्री.मै. बालक छात्रावास बड़ेराजपुर अनुरक्षण कार्य एवं शौचालय मरम्मत एवं अन्य मरम्मत कार्य। — [1000, 2074, 1390, 2093]
tender-table-row — [969, 2055, 1513, 2074]
lead-col1-para-1: देवराज दास बसना। ग्राम अंकोरी से अंकोरी टांडा एवं बिरसिंगपाली को जोड़ने वाले मार्ग की क्षतिग्रस्त पुलिया एवं जर्जर सड़क को लेकर उठाई गई आवाज का असर अब दिखाई देने लगा है। जनपद पंचायत बसना के सभापति एवं अंकोरी क्षेत्र के जनपद सदस्य प्रकाश सिन्हा द्वारा मामले को प्रमुखता से उठाए जाने एवं प्रशासन को ज्ञापन सौंपे जाने के बाद खबर प्रकाशन के मात्र 48 घंटे के भीतर पुलिया की अस्थायी मरम्मत करा दी गई। — [323, 247, 600, 399]
rail-bottom-rule — [633, 1690, 1521, 1692]
